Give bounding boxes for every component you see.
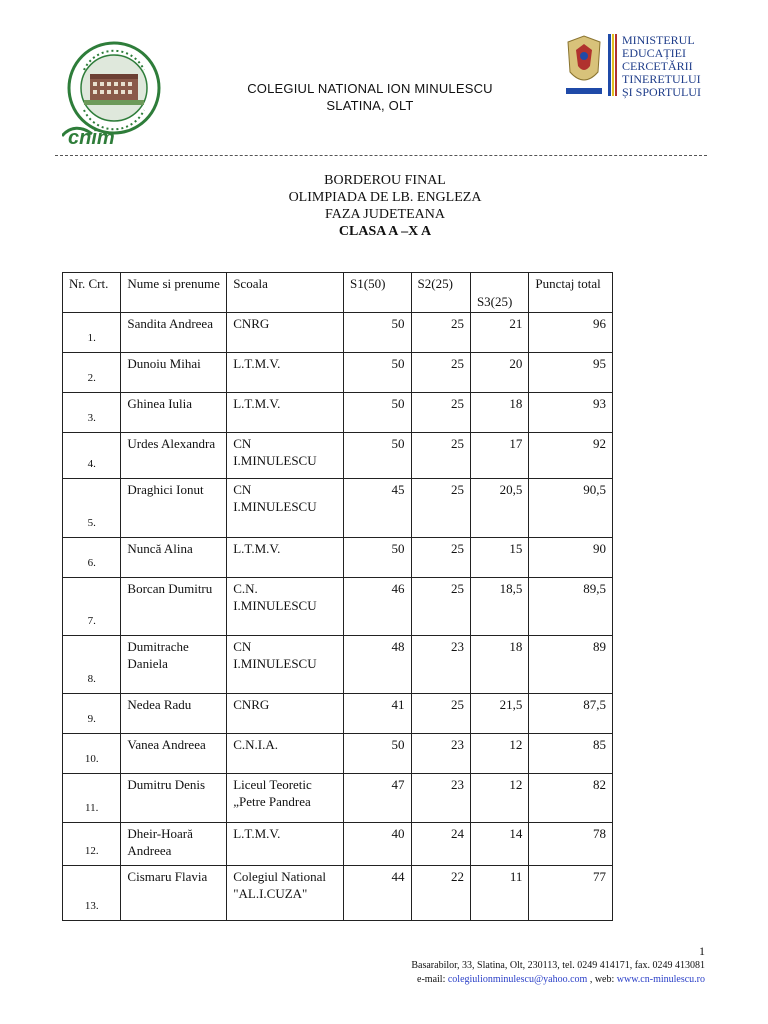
results-table: [62, 272, 613, 921]
table-row: [63, 538, 613, 578]
title-line-4: CLASA A –X A: [338, 224, 432, 239]
score-s3: 20,5: [470, 479, 528, 538]
score-s2: 25: [411, 353, 470, 393]
student-name: Nedea Radu: [121, 694, 227, 734]
table-row: [63, 433, 613, 479]
school-name-cell: CNRG: [227, 694, 344, 734]
student-name: Urdes Alexandra: [121, 433, 227, 479]
score-s1: 44: [344, 866, 411, 921]
score-s2: 25: [411, 538, 470, 578]
email-label: e-mail:: [417, 974, 446, 985]
score-s3: 15: [470, 538, 528, 578]
score-s3: 21,5: [470, 694, 528, 734]
header-s2: S2(25): [411, 273, 470, 313]
school-name-cell: Liceul Teoretic „Petre Pandrea: [227, 774, 344, 823]
score-s1: 48: [344, 636, 411, 694]
ministry-line-2: EDUCAȚIEI: [622, 46, 686, 60]
header-school: Scoala: [227, 273, 344, 313]
score-s2: 25: [411, 313, 470, 353]
header-divider: [55, 155, 707, 156]
school-location: SLATINA, OLT: [326, 98, 414, 113]
school-name-cell: CN I.MINULESCU: [227, 433, 344, 479]
score-s2: 25: [411, 433, 470, 479]
ministry-line-1: MINISTERUL: [622, 33, 695, 47]
score-s1: 50: [344, 393, 411, 433]
student-name: Nuncă Alina: [121, 538, 227, 578]
document-title: [180, 172, 590, 240]
ministry-line-5: ȘI SPORTULUI: [622, 85, 701, 99]
score-s1: 50: [344, 353, 411, 393]
score-s3: 18,5: [470, 578, 528, 636]
table-header-row: [63, 273, 613, 313]
score-s1: 46: [344, 578, 411, 636]
score-total: 92: [529, 433, 613, 479]
title-line-1: BORDEROU FINAL: [324, 173, 446, 188]
row-number: 2.: [63, 353, 121, 393]
score-s3: 14: [470, 823, 528, 866]
ministry-line-3: CERCETĂRII: [622, 59, 693, 73]
score-total: 87,5: [529, 694, 613, 734]
score-total: 89,5: [529, 578, 613, 636]
school-name-cell: C.N. I.MINULESCU: [227, 578, 344, 636]
row-number: 9.: [63, 694, 121, 734]
table-body: [63, 313, 613, 921]
table-row: [63, 823, 613, 866]
score-s2: 23: [411, 734, 470, 774]
school-name-cell: Colegiul National "AL.I.CUZA": [227, 866, 344, 921]
web-link[interactable]: www.cn-minulescu.ro: [616, 974, 705, 985]
table-row: [63, 774, 613, 823]
school-name: COLEGIUL NATIONAL ION MINULESCU: [247, 81, 493, 96]
score-s1: 41: [344, 694, 411, 734]
score-total: 90,5: [529, 479, 613, 538]
student-name: Dumitru Denis: [121, 774, 227, 823]
coat-of-arms-icon: [566, 36, 602, 94]
student-name: Dunoiu Mihai: [121, 353, 227, 393]
score-s2: 23: [411, 636, 470, 694]
student-name: Cismaru Flavia: [121, 866, 227, 921]
score-total: 78: [529, 823, 613, 866]
header-name: Nume si prenume: [121, 273, 227, 313]
logo-brand-text: cnim: [68, 127, 115, 149]
score-total: 95: [529, 353, 613, 393]
header-nr: Nr. Crt.: [63, 273, 121, 313]
school-name-cell: L.T.M.V.: [227, 353, 344, 393]
student-name: Ghinea Iulia: [121, 393, 227, 433]
row-number: 13.: [63, 866, 121, 921]
score-s1: 45: [344, 479, 411, 538]
score-s3: 11: [470, 866, 528, 921]
school-name-cell: L.T.M.V.: [227, 538, 344, 578]
score-total: 90: [529, 538, 613, 578]
score-s2: 25: [411, 393, 470, 433]
school-header: [190, 80, 550, 114]
ministry-logo: [562, 32, 712, 104]
score-s2: 24: [411, 823, 470, 866]
score-total: 89: [529, 636, 613, 694]
row-number: 11.: [63, 774, 121, 823]
school-name-cell: L.T.M.V.: [227, 823, 344, 866]
score-s2: 23: [411, 774, 470, 823]
score-s3: 17: [470, 433, 528, 479]
table-row: [63, 353, 613, 393]
row-number: 12.: [63, 823, 121, 866]
table-row: [63, 694, 613, 734]
score-total: 93: [529, 393, 613, 433]
student-name: Draghici Ionut: [121, 479, 227, 538]
school-logo: [62, 40, 170, 152]
score-s2: 22: [411, 866, 470, 921]
score-s3: 18: [470, 393, 528, 433]
ministry-line-4: TINERETULUI: [622, 72, 701, 86]
score-s3: 12: [470, 774, 528, 823]
header-total: Punctaj total: [529, 273, 613, 313]
school-name-cell: C.N.I.A.: [227, 734, 344, 774]
table-row: [63, 734, 613, 774]
web-label: , web:: [589, 974, 615, 985]
title-line-3: FAZA JUDETEANA: [325, 207, 445, 222]
score-s1: 50: [344, 538, 411, 578]
table-row: [63, 393, 613, 433]
score-total: 96: [529, 313, 613, 353]
student-name: Sandita Andreea: [121, 313, 227, 353]
score-s3: 20: [470, 353, 528, 393]
row-number: 5.: [63, 479, 121, 538]
score-s3: 21: [470, 313, 528, 353]
row-number: 8.: [63, 636, 121, 694]
score-s3: 12: [470, 734, 528, 774]
school-name-cell: CNRG: [227, 313, 344, 353]
row-number: 3.: [63, 393, 121, 433]
student-name: Dheir-Hoară Andreea: [121, 823, 227, 866]
row-number: 4.: [63, 433, 121, 479]
header-s1: S1(50): [344, 273, 411, 313]
student-name: Dumitrache Daniela: [121, 636, 227, 694]
score-s1: 47: [344, 774, 411, 823]
score-s1: 50: [344, 734, 411, 774]
row-number: 6.: [63, 538, 121, 578]
school-name-cell: L.T.M.V.: [227, 393, 344, 433]
table-row: [63, 866, 613, 921]
score-total: 85: [529, 734, 613, 774]
title-line-2: OLIMPIADA DE LB. ENGLEZA: [288, 190, 482, 205]
score-s3: 18: [470, 636, 528, 694]
score-s2: 25: [411, 479, 470, 538]
student-name: Vanea Andreea: [121, 734, 227, 774]
row-number: 7.: [63, 578, 121, 636]
score-s1: 50: [344, 433, 411, 479]
table-row: [63, 313, 613, 353]
score-s2: 25: [411, 578, 470, 636]
score-s1: 40: [344, 823, 411, 866]
table-row: [63, 578, 613, 636]
table-row: [63, 479, 613, 538]
row-number: 10.: [63, 734, 121, 774]
table-row: [63, 636, 613, 694]
score-s1: 50: [344, 313, 411, 353]
row-number: 1.: [63, 313, 121, 353]
footer-contact: [417, 974, 705, 985]
footer-address: Basarabilor, 33, Slatina, Olt, 230113, tel. 0249 414171, fax. 0249 413081: [411, 960, 705, 971]
student-name: Borcan Dumitru: [121, 578, 227, 636]
header-s3: S3(25): [470, 273, 528, 313]
score-s2: 25: [411, 694, 470, 734]
email-link[interactable]: colegiulionminulescu@yahoo.com: [447, 974, 588, 985]
page-number: 1: [699, 944, 705, 958]
score-total: 82: [529, 774, 613, 823]
school-name-cell: CN I.MINULESCU: [227, 636, 344, 694]
score-total: 77: [529, 866, 613, 921]
school-name-cell: CN I.MINULESCU: [227, 479, 344, 538]
